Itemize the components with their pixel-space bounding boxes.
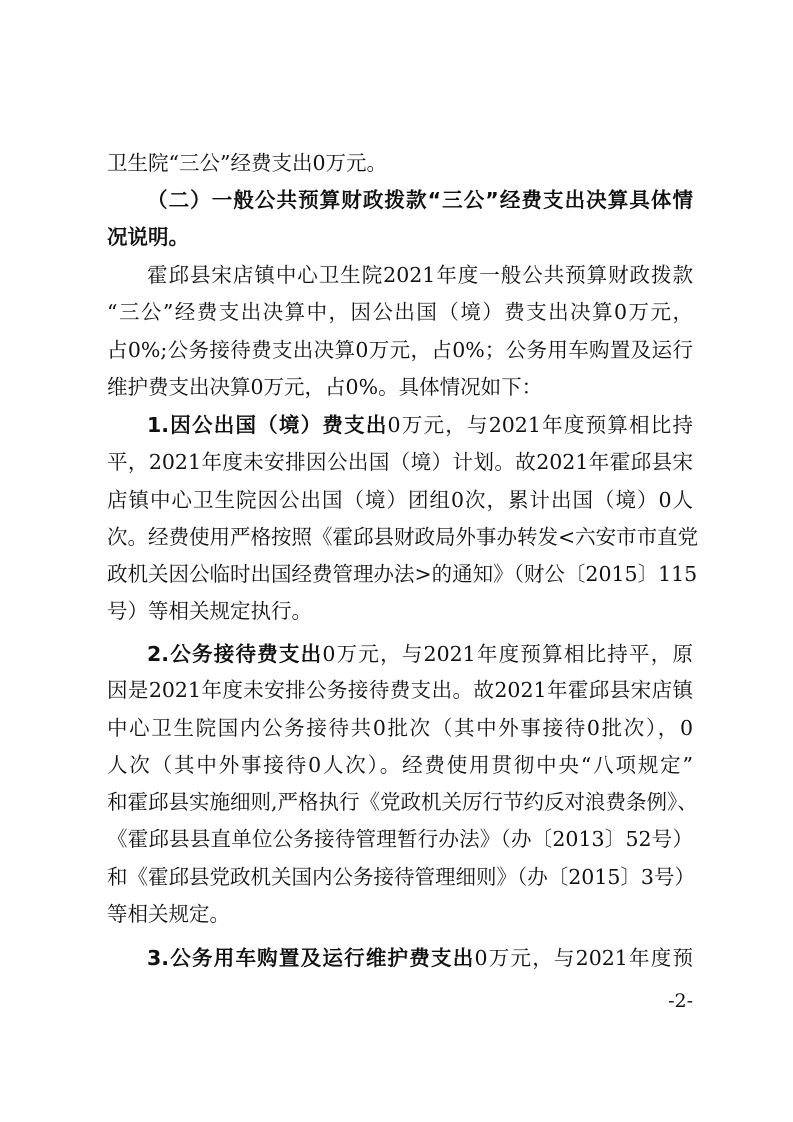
bold-heading-text: 1.因公出国（境）费支出 [147, 413, 388, 437]
body-text: 0万元，与2021年度预算相比持平，原 [322, 642, 693, 666]
text-line [107, 715, 693, 741]
text-line [107, 598, 693, 624]
body-text: 《霍邱县县直单位公务接待管理暂行办法》（办〔2013〕52号） [107, 827, 693, 851]
text-line [107, 487, 693, 513]
text-line [147, 412, 693, 438]
text-line [147, 262, 693, 288]
text-line [107, 677, 693, 703]
page-number: -2- [668, 990, 693, 1012]
body-text: 次。经费使用严格按照《霍邱县财政局外事办转发<六安市市直党 [107, 525, 699, 549]
text-line [107, 224, 693, 250]
text-line [107, 374, 693, 400]
text-line [107, 299, 693, 325]
text-line [107, 561, 698, 587]
bold-heading-text: 况说明。 [107, 225, 189, 249]
body-text: 和霍邱县实施细则,严格执行《党政机关厉行节约反对浪费条例》、 [107, 790, 698, 814]
body-text: 0万元，与2021年度预算相比持 [387, 413, 693, 437]
text-line [107, 864, 693, 890]
body-text: 0万元，与2021年度预 [474, 946, 693, 970]
text-line [107, 826, 693, 852]
body-text: 维护费支出决算0万元，占0%。具体情况如下： [107, 375, 543, 399]
body-text: 占0%;公务接待费支出决算0万元，占0%；公务用车购置及运行 [107, 338, 693, 362]
text-line [147, 187, 693, 213]
text-line [107, 337, 693, 363]
text-line [107, 524, 699, 550]
body-text: 中心卫生院国内公务接待共0批次（其中外事接待0批次），0 [107, 716, 693, 740]
text-line [107, 901, 693, 927]
text-line [107, 789, 698, 815]
bold-heading-text: 3.公务用车购置及运行维护费支出 [147, 946, 475, 970]
bold-heading-text: （二）一般公共预算财政拨款“三公”经费支出决算具体情 [147, 188, 693, 212]
bold-heading-text: 2.公务接待费支出 [147, 642, 323, 666]
body-text: 政机关因公临时出国经费管理办法>的通知》（财公〔2015〕115 [107, 562, 698, 586]
body-text: 人次（其中外事接待0人次）。经费使用贯彻中央“八项规定” [107, 753, 693, 777]
body-text: 卫生院“三公”经费支出0万元。 [107, 151, 388, 175]
body-text: 和《霍邱县党政机关国内公务接待管理细则》（办〔2015〕3号） [107, 865, 695, 889]
text-line [107, 752, 693, 778]
text-line [147, 641, 693, 667]
body-text: 等相关规定。 [107, 902, 230, 926]
text-line [107, 150, 693, 176]
body-text: “三公”经费支出决算中，因公出国（境）费支出决算0万元， [107, 300, 693, 324]
body-text: 霍邱县宋店镇中心卫生院2021年度一般公共预算财政拨款 [147, 263, 693, 287]
text-line [147, 945, 693, 971]
body-text: 因是2021年度未安排公务接待费支出。故2021年霍邱县宋店镇 [107, 678, 693, 702]
body-text: 号）等相关规定执行。 [107, 599, 312, 623]
text-line [107, 449, 693, 475]
body-text: 平，2021年度未安排因公出国（境）计划。故2021年霍邱县宋 [107, 450, 693, 474]
body-text: 店镇中心卫生院因公出国（境）团组0次，累计出国（境）0人 [107, 488, 693, 512]
